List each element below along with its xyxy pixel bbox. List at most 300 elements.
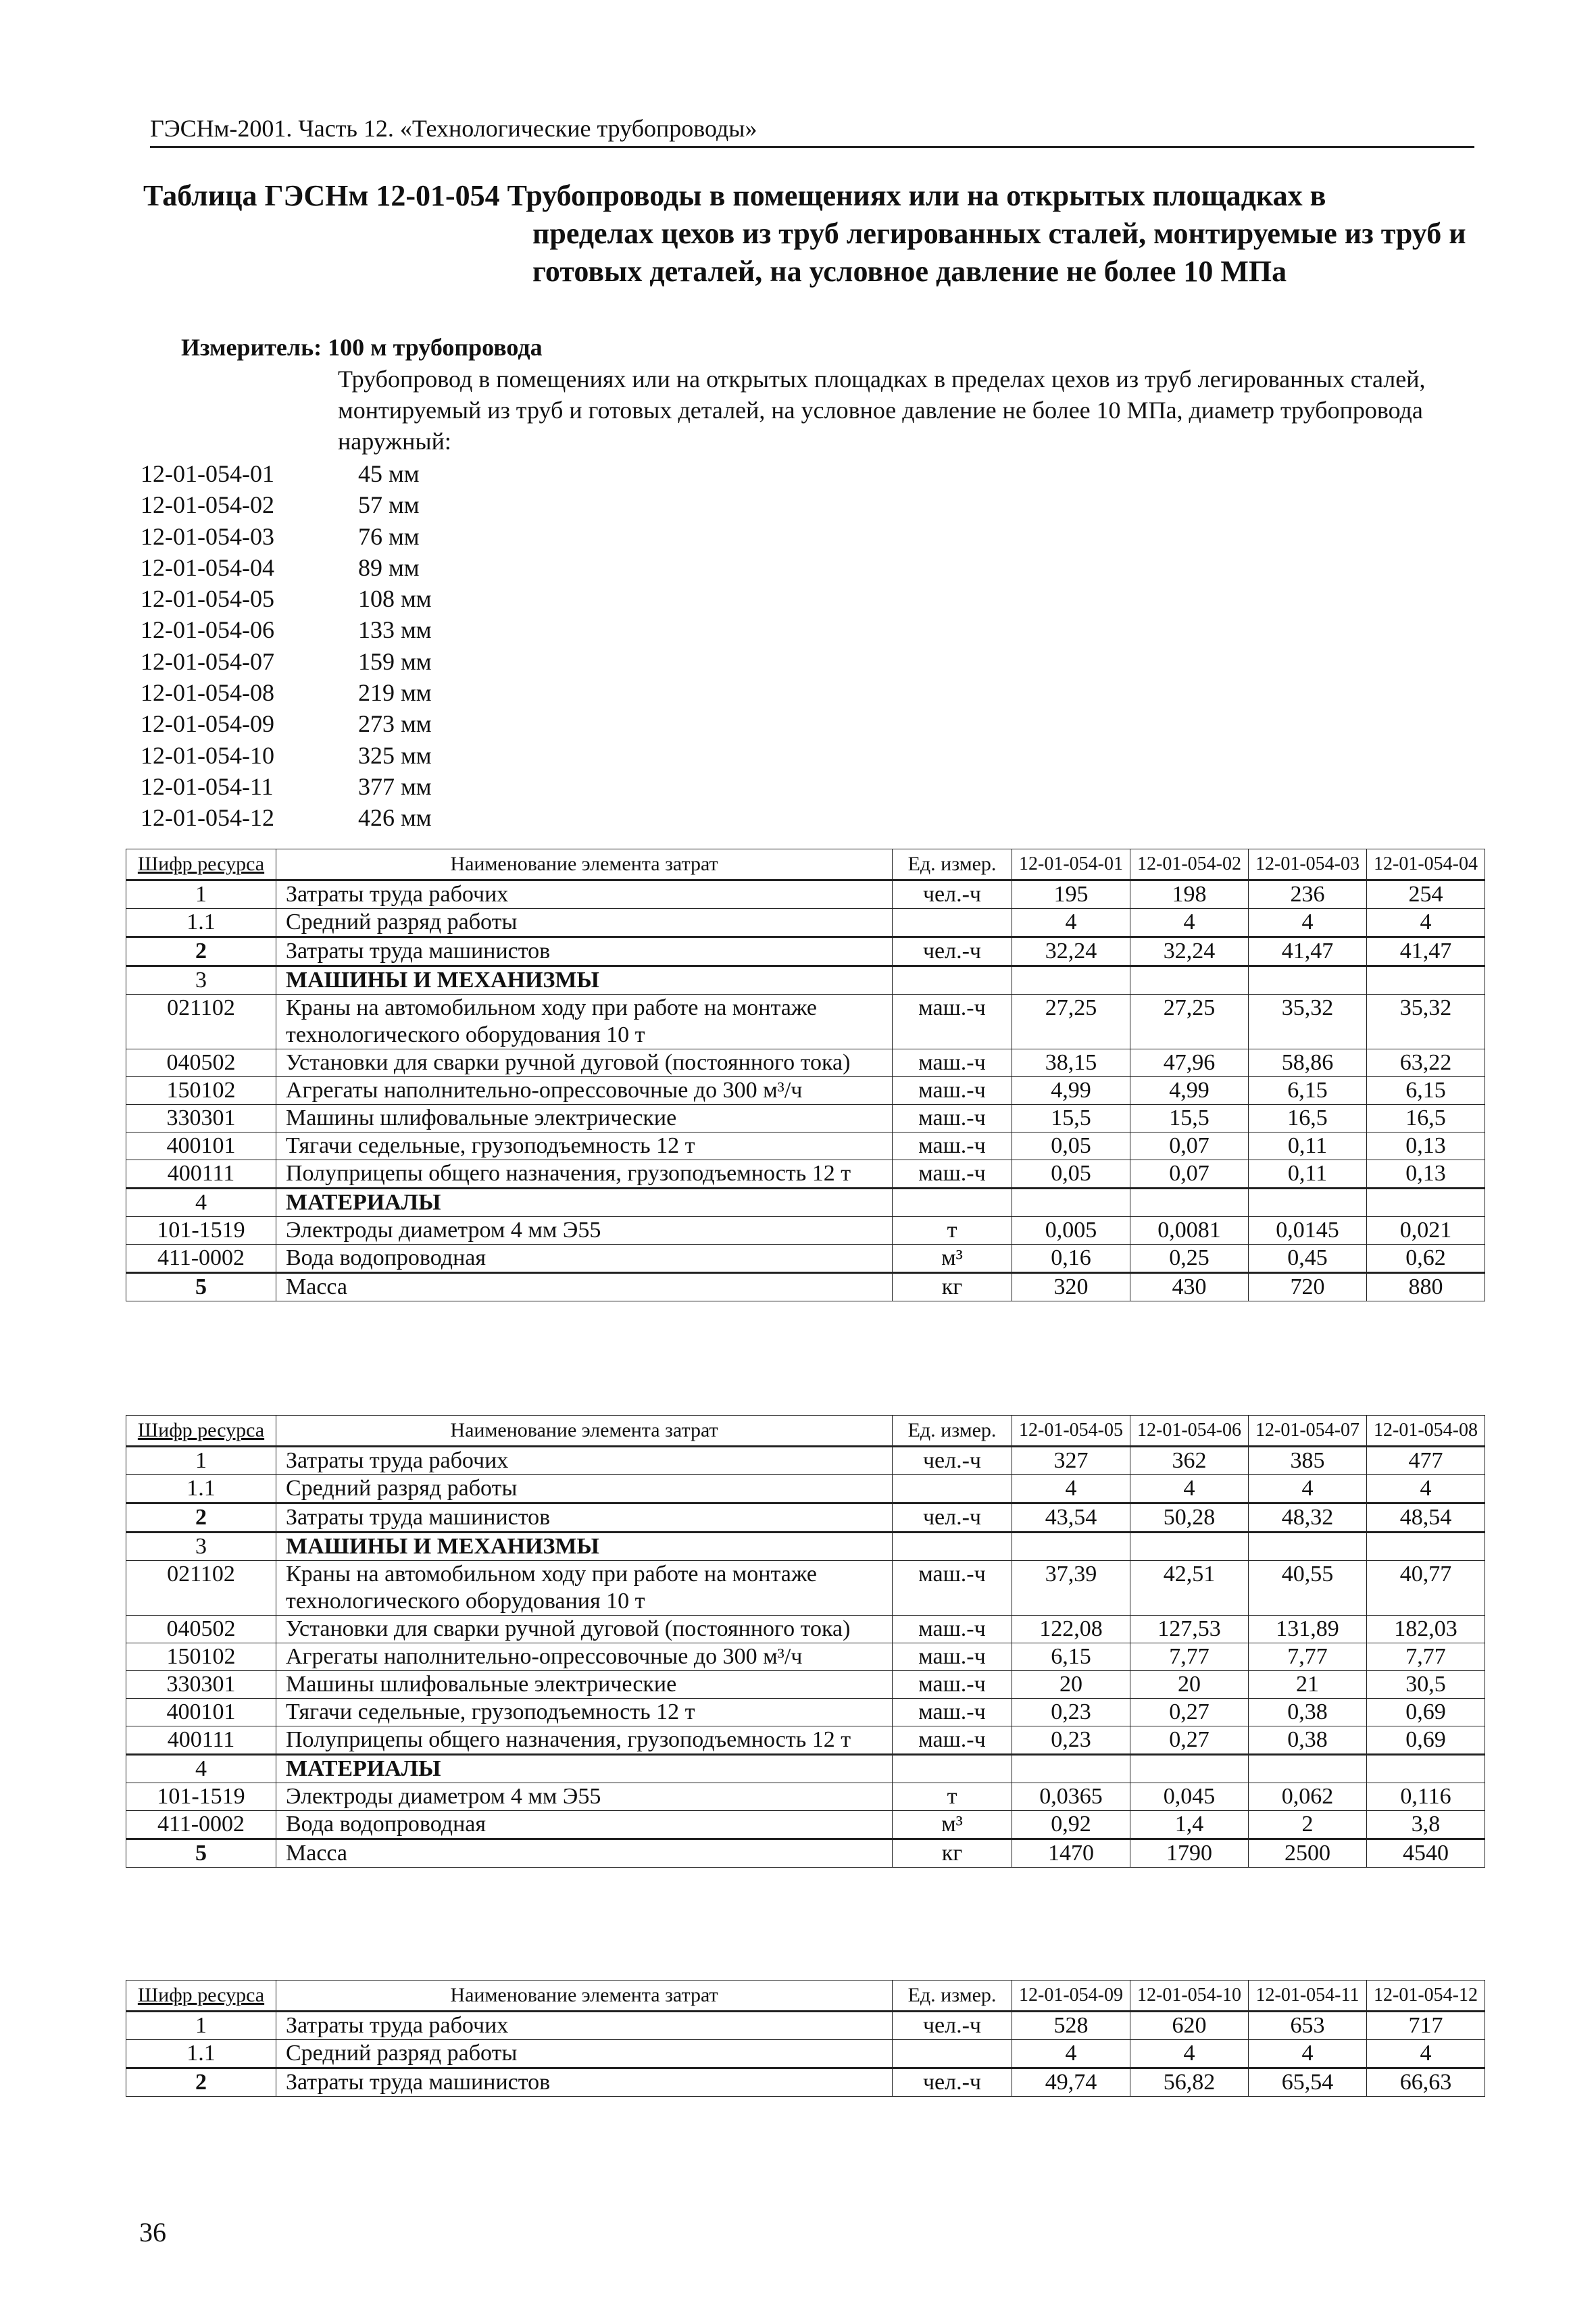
value-cell: 4 [1012, 2040, 1130, 2068]
value-cell: 4540 [1367, 1839, 1485, 1868]
unit-cell: чел.-ч [893, 1503, 1012, 1533]
table-row [126, 1217, 1485, 1245]
value-cell: 1,4 [1130, 1811, 1249, 1839]
table-row [126, 995, 1485, 1049]
value-cell: 1790 [1130, 1839, 1249, 1868]
value-cell: 21 [1249, 1671, 1367, 1699]
code-list-item [141, 489, 493, 520]
section-row-materials [126, 1189, 1485, 1217]
resource-code: 411-0002 [126, 1245, 276, 1273]
resource-code: 3 [126, 966, 276, 995]
unit-cell: маш.-ч [893, 1616, 1012, 1643]
resource-code: 1.1 [126, 909, 276, 937]
cost-element-name: Масса [276, 1273, 893, 1301]
value-cell: 0,45 [1249, 1245, 1367, 1273]
value-cell: 43,54 [1012, 1503, 1130, 1533]
value-cell: 7,77 [1130, 1643, 1249, 1671]
resource-code: 1.1 [126, 1475, 276, 1503]
resource-code: 2 [126, 937, 276, 966]
unit-cell: кг [893, 1839, 1012, 1868]
value-cell: 0,92 [1012, 1811, 1130, 1839]
value-cell: 528 [1012, 2012, 1130, 2040]
value-cell: 2500 [1249, 1839, 1367, 1868]
value-cell: 0,11 [1249, 1132, 1367, 1160]
value-cell: 63,22 [1367, 1049, 1485, 1077]
value-cell: 41,47 [1367, 937, 1485, 966]
unit-cell: чел.-ч [893, 2068, 1012, 2097]
value-cell: 41,47 [1249, 937, 1367, 966]
resource-table-2 [126, 1415, 1485, 1868]
section-title: МАШИНЫ И МЕХАНИЗМЫ [276, 1533, 893, 1561]
unit-column-header: Ед. измер. [893, 849, 1012, 880]
value-cell: 4,99 [1012, 1077, 1130, 1105]
cost-element-name: Электроды диаметром 4 мм Э55 [276, 1783, 893, 1811]
table-row [126, 1699, 1485, 1726]
norm-code: 12-01-054-01 [141, 460, 274, 487]
code-list-item [141, 521, 493, 552]
code-list-item [141, 583, 493, 614]
section-row-materials [126, 1755, 1485, 1783]
code-column-label: Шифр ресурса [137, 853, 265, 875]
norm-column-header: 12-01-054-03 [1249, 849, 1367, 880]
resource-code: 400101 [126, 1132, 276, 1160]
cost-element-name: Установки для сварки ручной дуговой (постоянного тока) [276, 1616, 893, 1643]
table-title-continuation: пределах цехов из труб легированных сталей, монтируемые из труб и готовых деталей, на условное давление не более 10 МПа [532, 217, 1466, 288]
cost-element-name: Краны на автомобильном ходу при работе на монтаже технологического оборудования 10 т [276, 1561, 893, 1616]
unit-cell [893, 909, 1012, 937]
table-row [126, 1049, 1485, 1077]
value-cell: 27,25 [1130, 995, 1249, 1049]
value-cell: 0,38 [1249, 1699, 1367, 1726]
norm-code: 12-01-054-11 [141, 772, 274, 800]
value-cell: 430 [1130, 1273, 1249, 1301]
table-row [126, 1447, 1485, 1475]
code-column-header [126, 849, 276, 880]
value-cell: 4 [1130, 1475, 1249, 1503]
value-cell: 47,96 [1130, 1049, 1249, 1077]
value-cell: 66,63 [1367, 2068, 1485, 2097]
section-title: МАШИНЫ И МЕХАНИЗМЫ [276, 966, 893, 995]
pipe-diameter: 57 мм [358, 491, 420, 519]
value-cell: 65,54 [1249, 2068, 1367, 2097]
unit-cell: чел.-ч [893, 937, 1012, 966]
norm-column-header: 12-01-054-08 [1367, 1416, 1485, 1447]
value-cell: 0,16 [1012, 1245, 1130, 1273]
code-list-item [141, 646, 493, 677]
pipe-diameter: 45 мм [358, 460, 420, 487]
code-list-item [141, 740, 493, 771]
code-column-label: Шифр ресурса [137, 1419, 265, 1441]
value-cell: 58,86 [1249, 1049, 1367, 1077]
norm-column-header: 12-01-054-01 [1012, 849, 1130, 880]
norm-column-header: 12-01-054-11 [1249, 1981, 1367, 2012]
table-row [126, 1561, 1485, 1616]
table-header-row [126, 1416, 1485, 1447]
table-row [126, 1105, 1485, 1132]
value-cell: 4 [1367, 909, 1485, 937]
unit-cell: м³ [893, 1811, 1012, 1839]
measure-unit: Измеритель: 100 м трубопровода [181, 334, 543, 361]
code-column-header [126, 1416, 276, 1447]
unit-cell: чел.-ч [893, 2012, 1012, 2040]
value-cell: 4 [1249, 2040, 1367, 2068]
table-title-line-1: Таблица ГЭСНм 12-01-054 Трубопроводы в помещениях или на открытых площадках в [143, 179, 1326, 212]
value-cell: 0,11 [1249, 1160, 1367, 1189]
code-list-item [141, 771, 493, 802]
value-cell: 32,24 [1130, 937, 1249, 966]
unit-column-header: Ед. измер. [893, 1981, 1012, 2012]
norm-code: 12-01-054-09 [141, 710, 274, 738]
resource-code: 330301 [126, 1671, 276, 1699]
cost-element-name: Электроды диаметром 4 мм Э55 [276, 1217, 893, 1245]
value-cell: 6,15 [1367, 1077, 1485, 1105]
cost-element-name: Затраты труда рабочих [276, 1447, 893, 1475]
table-row [126, 1839, 1485, 1868]
value-cell: 35,32 [1249, 995, 1367, 1049]
resource-code: 1 [126, 2012, 276, 2040]
value-cell: 0,25 [1130, 1245, 1249, 1273]
value-cell: 620 [1130, 2012, 1249, 2040]
value-cell: 127,53 [1130, 1616, 1249, 1643]
table-header-row [126, 849, 1485, 880]
norm-column-header: 12-01-054-05 [1012, 1416, 1130, 1447]
table-row [126, 1160, 1485, 1189]
resource-code: 101-1519 [126, 1783, 276, 1811]
value-cell: 4 [1367, 2040, 1485, 2068]
table-header-row [126, 1981, 1485, 2012]
value-cell: 40,77 [1367, 1561, 1485, 1616]
norm-code: 12-01-054-04 [141, 553, 274, 581]
value-cell: 0,13 [1367, 1160, 1485, 1189]
value-cell: 7,77 [1249, 1643, 1367, 1671]
resource-code: 040502 [126, 1049, 276, 1077]
value-cell: 0,27 [1130, 1726, 1249, 1755]
value-cell: 0,69 [1367, 1726, 1485, 1755]
value-cell: 15,5 [1012, 1105, 1130, 1132]
cost-element-name: Вода водопроводная [276, 1245, 893, 1273]
unit-cell [893, 2040, 1012, 2068]
value-cell: 717 [1367, 2012, 1485, 2040]
cost-element-name: Затраты труда машинистов [276, 1503, 893, 1533]
value-cell: 0,0081 [1130, 1217, 1249, 1245]
unit-cell: маш.-ч [893, 1160, 1012, 1189]
cost-element-name: Средний разряд работы [276, 2040, 893, 2068]
value-cell: 0,38 [1249, 1726, 1367, 1755]
unit-cell: т [893, 1217, 1012, 1245]
pipe-diameter: 89 мм [358, 553, 420, 581]
table-row [126, 2068, 1485, 2097]
value-cell: 1470 [1012, 1839, 1130, 1868]
code-list-item [141, 614, 493, 645]
norm-column-header: 12-01-054-06 [1130, 1416, 1249, 1447]
unit-cell: маш.-ч [893, 995, 1012, 1049]
value-cell: 385 [1249, 1447, 1367, 1475]
resource-code: 400111 [126, 1160, 276, 1189]
value-cell: 0,13 [1367, 1132, 1485, 1160]
unit-cell: маш.-ч [893, 1105, 1012, 1132]
code-list-item [141, 458, 493, 489]
table-row [126, 1245, 1485, 1273]
table-row [126, 1643, 1485, 1671]
section-title: МАТЕРИАЛЫ [276, 1755, 893, 1783]
resource-code: 2 [126, 1503, 276, 1533]
value-cell: 3,8 [1367, 1811, 1485, 1839]
table-row [126, 1132, 1485, 1160]
unit-cell: маш.-ч [893, 1049, 1012, 1077]
value-cell: 56,82 [1130, 2068, 1249, 2097]
resource-code: 3 [126, 1533, 276, 1561]
table-row [126, 1726, 1485, 1755]
value-cell: 122,08 [1012, 1616, 1130, 1643]
norm-column-header: 12-01-054-10 [1130, 1981, 1249, 2012]
value-cell: 35,32 [1367, 995, 1485, 1049]
unit-cell: чел.-ч [893, 1447, 1012, 1475]
table-row [126, 1273, 1485, 1301]
resource-code: 4 [126, 1189, 276, 1217]
cost-element-name: Установки для сварки ручной дуговой (постоянного тока) [276, 1049, 893, 1077]
value-cell: 0,23 [1012, 1699, 1130, 1726]
unit-cell: маш.-ч [893, 1077, 1012, 1105]
value-cell: 182,03 [1367, 1616, 1485, 1643]
unit-column-header: Ед. измер. [893, 1416, 1012, 1447]
value-cell: 0,062 [1249, 1783, 1367, 1811]
table-row [126, 2040, 1485, 2068]
value-cell: 0,0365 [1012, 1783, 1130, 1811]
value-cell: 0,05 [1012, 1132, 1130, 1160]
value-cell: 195 [1012, 880, 1130, 909]
norm-column-header: 12-01-054-12 [1367, 1981, 1485, 2012]
value-cell: 48,32 [1249, 1503, 1367, 1533]
code-list-item [141, 677, 493, 708]
cost-element-name: Краны на автомобильном ходу при работе на монтаже технологического оборудования 10 т [276, 995, 893, 1049]
value-cell: 0,07 [1130, 1132, 1249, 1160]
value-cell: 236 [1249, 880, 1367, 909]
table-row [126, 1503, 1485, 1533]
value-cell: 20 [1130, 1671, 1249, 1699]
value-cell: 6,15 [1249, 1077, 1367, 1105]
section-title: МАТЕРИАЛЫ [276, 1189, 893, 1217]
value-cell: 4 [1249, 1475, 1367, 1503]
resource-code: 4 [126, 1755, 276, 1783]
value-cell: 6,15 [1012, 1643, 1130, 1671]
value-cell: 0,021 [1367, 1217, 1485, 1245]
cost-element-name: Средний разряд работы [276, 1475, 893, 1503]
cost-element-name: Машины шлифовальные электрические [276, 1671, 893, 1699]
unit-cell: маш.-ч [893, 1643, 1012, 1671]
pipe-diameter: 159 мм [358, 647, 432, 675]
norm-code: 12-01-054-02 [141, 491, 274, 519]
value-cell: 0,116 [1367, 1783, 1485, 1811]
table-title [143, 177, 1481, 291]
value-cell: 327 [1012, 1447, 1130, 1475]
cost-element-name: Агрегаты наполнительно-опрессовочные до 300 м³/ч [276, 1643, 893, 1671]
value-cell: 4 [1130, 909, 1249, 937]
resource-code: 400101 [126, 1699, 276, 1726]
cost-element-name: Полуприцепы общего назначения, грузоподъемность 12 т [276, 1726, 893, 1755]
value-cell: 50,28 [1130, 1503, 1249, 1533]
pipe-diameter: 377 мм [358, 772, 432, 800]
section-row-machines [126, 1533, 1485, 1561]
unit-cell: м³ [893, 1245, 1012, 1273]
running-header: ГЭСНм-2001. Часть 12. «Технологические трубопроводы» [150, 114, 1474, 148]
unit-cell: кг [893, 1273, 1012, 1301]
value-cell: 20 [1012, 1671, 1130, 1699]
value-cell: 198 [1130, 880, 1249, 909]
section-row-machines [126, 966, 1485, 995]
value-cell: 720 [1249, 1273, 1367, 1301]
unit-cell: маш.-ч [893, 1561, 1012, 1616]
table-row [126, 1475, 1485, 1503]
value-cell: 30,5 [1367, 1671, 1485, 1699]
value-cell: 38,15 [1012, 1049, 1130, 1077]
cost-element-name: Агрегаты наполнительно-опрессовочные до 300 м³/ч [276, 1077, 893, 1105]
table-row [126, 880, 1485, 909]
value-cell: 0,045 [1130, 1783, 1249, 1811]
resource-code: 411-0002 [126, 1811, 276, 1839]
table-row [126, 1616, 1485, 1643]
table-row [126, 937, 1485, 966]
table-row [126, 909, 1485, 937]
norm-code: 12-01-054-06 [141, 616, 274, 644]
unit-cell: маш.-ч [893, 1132, 1012, 1160]
table-row [126, 1077, 1485, 1105]
value-cell: 0,69 [1367, 1699, 1485, 1726]
value-cell: 4,99 [1130, 1077, 1249, 1105]
cost-element-name: Затраты труда рабочих [276, 2012, 893, 2040]
value-cell: 0,62 [1367, 1245, 1485, 1273]
pipe-diameter: 273 мм [358, 710, 432, 738]
code-list-item [141, 552, 493, 583]
cost-element-name: Масса [276, 1839, 893, 1868]
pipe-diameter: 426 мм [358, 804, 432, 832]
resource-code: 2 [126, 2068, 276, 2097]
resource-code: 1.1 [126, 2040, 276, 2068]
norm-code: 12-01-054-05 [141, 585, 274, 613]
name-column-header: Наименование элемента затрат [276, 1981, 893, 2012]
pipe-diameter: 325 мм [358, 741, 432, 769]
resource-code: 150102 [126, 1643, 276, 1671]
norm-column-header: 12-01-054-02 [1130, 849, 1249, 880]
cost-element-name: Машины шлифовальные электрические [276, 1105, 893, 1132]
cost-element-name: Затраты труда рабочих [276, 880, 893, 909]
norm-column-header: 12-01-054-07 [1249, 1416, 1367, 1447]
cost-element-name: Тягачи седельные, грузоподъемность 12 т [276, 1699, 893, 1726]
value-cell: 254 [1367, 880, 1485, 909]
resource-code: 5 [126, 1839, 276, 1868]
name-column-header: Наименование элемента затрат [276, 849, 893, 880]
value-cell: 42,51 [1130, 1561, 1249, 1616]
value-cell: 4 [1012, 1475, 1130, 1503]
table-row [126, 1671, 1485, 1699]
code-column-label: Шифр ресурса [137, 1984, 265, 2006]
value-cell: 0,05 [1012, 1160, 1130, 1189]
value-cell: 15,5 [1130, 1105, 1249, 1132]
resource-code: 021102 [126, 995, 276, 1049]
pipe-diameter: 76 мм [358, 522, 420, 550]
table-row [126, 1783, 1485, 1811]
resource-code: 021102 [126, 1561, 276, 1616]
value-cell: 2 [1249, 1811, 1367, 1839]
work-description: Трубопровод в помещениях или на открытых площадках в пределах цехов из труб легированных сталей, монтируемый из труб и готовых деталей, на условное давление не более 10 МПа, диаметр трубопровода наружный: [338, 366, 1426, 455]
resource-table-1 [126, 849, 1485, 1301]
code-list-item [141, 802, 493, 833]
value-cell: 4 [1249, 909, 1367, 937]
norm-column-header: 12-01-054-04 [1367, 849, 1485, 880]
pipe-diameter: 133 мм [358, 616, 432, 644]
resource-code: 040502 [126, 1616, 276, 1643]
resource-code: 1 [126, 1447, 276, 1475]
unit-cell: маш.-ч [893, 1726, 1012, 1755]
value-cell: 362 [1130, 1447, 1249, 1475]
code-list-item [141, 708, 493, 739]
cost-element-name: Средний разряд работы [276, 909, 893, 937]
name-column-header: Наименование элемента затрат [276, 1416, 893, 1447]
value-cell: 49,74 [1012, 2068, 1130, 2097]
page-number: 36 [139, 2217, 166, 2247]
resource-code: 1 [126, 880, 276, 909]
value-cell: 131,89 [1249, 1616, 1367, 1643]
table-row [126, 2012, 1485, 2040]
unit-cell: маш.-ч [893, 1671, 1012, 1699]
value-cell: 40,55 [1249, 1561, 1367, 1616]
pipe-diameter: 108 мм [358, 585, 432, 613]
cost-element-name: Тягачи седельные, грузоподъемность 12 т [276, 1132, 893, 1160]
value-cell: 0,23 [1012, 1726, 1130, 1755]
unit-cell: чел.-ч [893, 880, 1012, 909]
value-cell: 32,24 [1012, 937, 1130, 966]
value-cell: 4 [1012, 909, 1130, 937]
unit-cell: т [893, 1783, 1012, 1811]
resource-code: 150102 [126, 1077, 276, 1105]
unit-cell: маш.-ч [893, 1699, 1012, 1726]
value-cell: 320 [1012, 1273, 1130, 1301]
value-cell: 653 [1249, 2012, 1367, 2040]
value-cell: 4 [1130, 2040, 1249, 2068]
value-cell: 7,77 [1367, 1643, 1485, 1671]
resource-code: 400111 [126, 1726, 276, 1755]
value-cell: 4 [1367, 1475, 1485, 1503]
value-cell: 477 [1367, 1447, 1485, 1475]
value-cell: 16,5 [1249, 1105, 1367, 1132]
value-cell: 880 [1367, 1273, 1485, 1301]
value-cell: 0,0145 [1249, 1217, 1367, 1245]
cost-element-name: Затраты труда машинистов [276, 2068, 893, 2097]
cost-element-name: Вода водопроводная [276, 1811, 893, 1839]
norm-code: 12-01-054-07 [141, 647, 274, 675]
code-column-header [126, 1981, 276, 2012]
value-cell: 0,27 [1130, 1699, 1249, 1726]
norm-code: 12-01-054-08 [141, 679, 274, 707]
cost-element-name: Полуприцепы общего назначения, грузоподъемность 12 т [276, 1160, 893, 1189]
norm-code: 12-01-054-12 [141, 804, 274, 832]
table-row [126, 1811, 1485, 1839]
code-list [141, 458, 493, 834]
resource-code: 101-1519 [126, 1217, 276, 1245]
norm-column-header: 12-01-054-09 [1012, 1981, 1130, 2012]
norm-code: 12-01-054-03 [141, 522, 274, 550]
pipe-diameter: 219 мм [358, 679, 432, 707]
value-cell: 0,07 [1130, 1160, 1249, 1189]
cost-element-name: Затраты труда машинистов [276, 937, 893, 966]
resource-table-3 [126, 1980, 1485, 2097]
value-cell: 0,005 [1012, 1217, 1130, 1245]
norm-code: 12-01-054-10 [141, 741, 274, 769]
resource-code: 5 [126, 1273, 276, 1301]
value-cell: 48,54 [1367, 1503, 1485, 1533]
value-cell: 37,39 [1012, 1561, 1130, 1616]
resource-code: 330301 [126, 1105, 276, 1132]
unit-cell [893, 1475, 1012, 1503]
